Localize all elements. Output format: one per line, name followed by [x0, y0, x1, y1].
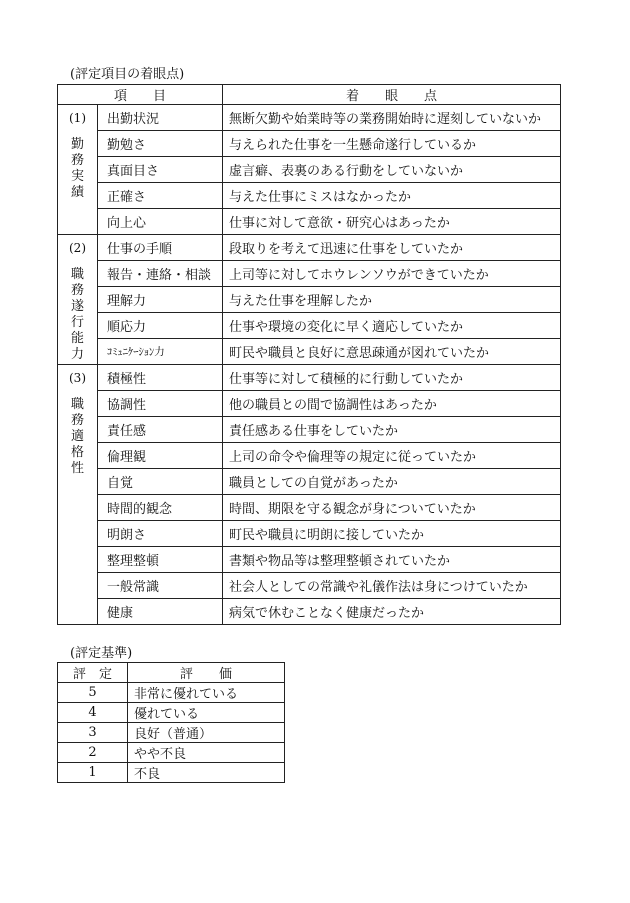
evaluation-row — [58, 287, 561, 313]
item-cell: 明朗さ — [98, 521, 223, 547]
point-cell: 時間、期限を守る観念が身についていたか — [223, 495, 561, 521]
evaluation-row — [58, 599, 561, 625]
grade-cell: 5 — [58, 683, 128, 703]
category-cell — [58, 365, 98, 625]
evaluation-row — [58, 547, 561, 573]
evaluation-table — [57, 84, 561, 625]
category-number: (2) — [69, 241, 86, 255]
item-cell: 理解力 — [98, 287, 223, 313]
evaluation-row — [58, 417, 561, 443]
point-cell: 段取りを考えて迅速に仕事をしていたか — [223, 235, 561, 261]
evaluation-row — [58, 131, 561, 157]
point-cell: 町民や職員と良好に意思疎通が図れていたか — [223, 339, 561, 365]
item-cell: 報告・連絡・相談 — [98, 261, 223, 287]
item-cell: 勤勉さ — [98, 131, 223, 157]
category-title: 職務適格性 — [70, 397, 84, 476]
item-cell: 協調性 — [98, 391, 223, 417]
point-cell: 他の職員との間で協調性はあったか — [223, 391, 561, 417]
evaluation-row — [58, 365, 561, 391]
evaluation-row — [58, 157, 561, 183]
item-cell: 正確さ — [98, 183, 223, 209]
evaluation-row — [58, 339, 561, 365]
item-cell: 一般常識 — [98, 573, 223, 599]
item-cell: 時間的観念 — [98, 495, 223, 521]
point-cell: 町民や職員に明朗に接していたか — [223, 521, 561, 547]
grade-cell: 3 — [58, 723, 128, 743]
grade-cell: 4 — [58, 703, 128, 723]
evaluation-row — [58, 261, 561, 287]
point-cell: 無断欠勤や始業時等の業務開始時に遅刻していないか — [223, 105, 561, 131]
criteria-caption: (評定基準) — [70, 646, 133, 661]
evaluation-row — [58, 209, 561, 235]
item-cell: 出勤状況 — [98, 105, 223, 131]
criteria-row — [58, 743, 285, 763]
point-cell: 病気で休むことなく健康だったか — [223, 599, 561, 625]
point-cell: 職員としての自覚があったか — [223, 469, 561, 495]
item-column-header: 項 目 — [58, 85, 223, 105]
item-cell: 積極性 — [98, 365, 223, 391]
grade-cell: 2 — [58, 743, 128, 763]
evaluation-row — [58, 521, 561, 547]
description-cell: 優れている — [128, 703, 285, 723]
criteria-row — [58, 723, 285, 743]
evaluation-row — [58, 469, 561, 495]
item-cell: 真面目さ — [98, 157, 223, 183]
description-cell: やや不良 — [128, 743, 285, 763]
point-cell: 仕事に対して意欲・研究心はあったか — [223, 209, 561, 235]
point-cell: 仕事等に対して積極的に行動していたか — [223, 365, 561, 391]
point-cell: 仕事や環境の変化に早く適応していたか — [223, 313, 561, 339]
evaluation-header-row — [58, 85, 561, 105]
description-cell: 非常に優れている — [128, 683, 285, 703]
category-cell — [58, 105, 98, 235]
evaluation-body — [58, 105, 561, 625]
item-cell: 仕事の手順 — [98, 235, 223, 261]
point-cell: 上司の命令や倫理等の規定に従っていたか — [223, 443, 561, 469]
evaluation-caption: (評定項目の着眼点) — [70, 67, 185, 82]
category-cell — [58, 235, 98, 365]
item-cell: 健康 — [98, 599, 223, 625]
description-cell: 良好（普通） — [128, 723, 285, 743]
grade-column-header: 評 定 — [58, 663, 128, 683]
criteria-row — [58, 683, 285, 703]
point-cell: 虚言癖、表裏のある行動をしていないか — [223, 157, 561, 183]
criteria-header-row — [58, 663, 285, 683]
item-cell: 倫理観 — [98, 443, 223, 469]
evaluation-row — [58, 313, 561, 339]
evaluation-row — [58, 443, 561, 469]
category-title: 職務遂行能力 — [70, 267, 84, 362]
evaluation-row — [58, 573, 561, 599]
item-cell: 整理整頓 — [98, 547, 223, 573]
category-number: (1) — [69, 111, 86, 125]
item-cell: 責任感 — [98, 417, 223, 443]
item-cell: ｺﾐｭﾆｹｰｼｮﾝ力 — [98, 339, 223, 365]
point-cell: 責任感ある仕事をしていたか — [223, 417, 561, 443]
point-cell: 与えた仕事を理解したか — [223, 287, 561, 313]
item-cell: 順応力 — [98, 313, 223, 339]
category-number: (3) — [69, 371, 86, 385]
item-cell: 向上心 — [98, 209, 223, 235]
point-column-header: 着 眼 点 — [223, 85, 561, 105]
grade-cell: 1 — [58, 763, 128, 783]
evaluation-row — [58, 183, 561, 209]
criteria-body — [58, 683, 285, 783]
evaluation-row — [58, 105, 561, 131]
criteria-table — [57, 662, 285, 783]
category-title: 勤務実績 — [70, 137, 84, 200]
point-cell: 社会人としての常識や礼儀作法は身につけていたか — [223, 573, 561, 599]
point-cell: 与えた仕事にミスはなかったか — [223, 183, 561, 209]
point-cell: 上司等に対してホウレンソウができていたか — [223, 261, 561, 287]
evaluation-row — [58, 391, 561, 417]
point-cell: 書類や物品等は整理整頓されていたか — [223, 547, 561, 573]
criteria-row — [58, 703, 285, 723]
description-cell: 不良 — [128, 763, 285, 783]
criteria-row — [58, 763, 285, 783]
point-cell: 与えられた仕事を一生懸命遂行しているか — [223, 131, 561, 157]
item-cell: 自覚 — [98, 469, 223, 495]
evaluation-row — [58, 235, 561, 261]
evaluation-row — [58, 495, 561, 521]
description-column-header: 評 価 — [128, 663, 285, 683]
